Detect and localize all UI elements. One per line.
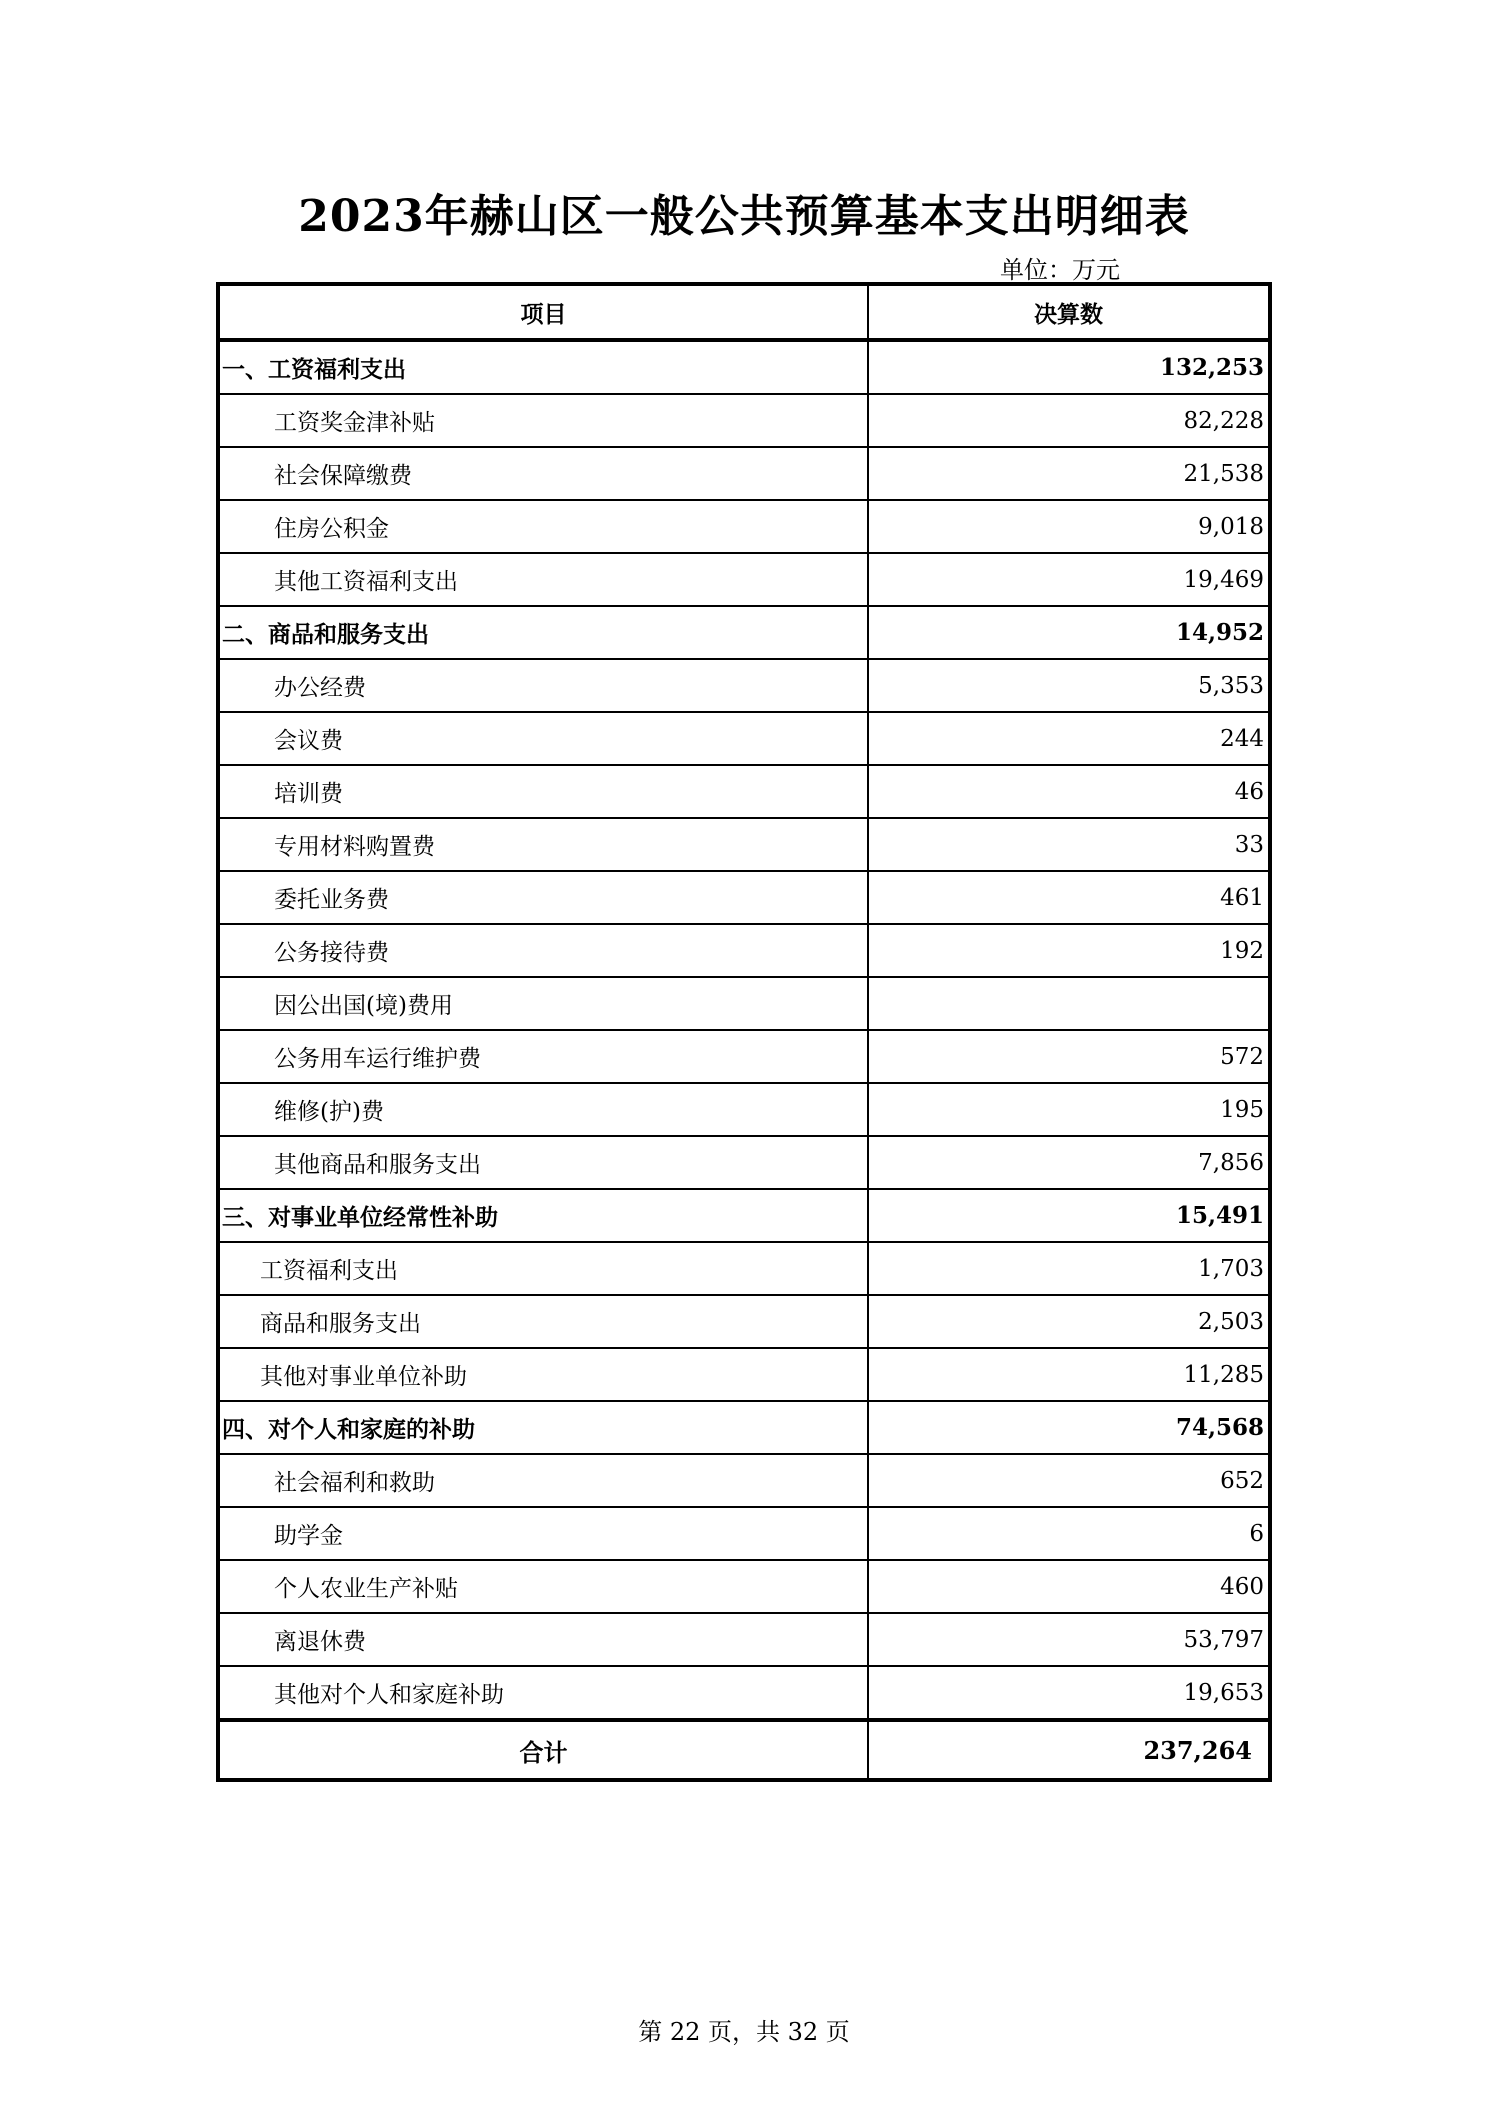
row-item-name: 公务用车运行维护费 (218, 1030, 868, 1083)
table-row (218, 765, 1270, 818)
row-item-name: 办公经费 (218, 659, 868, 712)
row-amount: 652 (868, 1454, 1270, 1507)
row-amount: 53,797 (868, 1613, 1270, 1666)
row-item-name: 会议费 (218, 712, 868, 765)
table-row (218, 394, 1270, 447)
row-item-name: 住房公积金 (218, 500, 868, 553)
category-row (218, 340, 1270, 394)
row-item-name: 其他对个人和家庭补助 (218, 1666, 868, 1720)
row-amount: 19,469 (868, 553, 1270, 606)
row-amount: 74,568 (868, 1401, 1270, 1454)
row-item-name: 助学金 (218, 1507, 868, 1560)
table-row (218, 1083, 1270, 1136)
table-row (218, 447, 1270, 500)
row-amount: 46 (868, 765, 1270, 818)
row-amount: 9,018 (868, 500, 1270, 553)
row-amount: 244 (868, 712, 1270, 765)
table-row (218, 1507, 1270, 1560)
row-item-name: 二、商品和服务支出 (218, 606, 868, 659)
row-item-name: 商品和服务支出 (218, 1295, 868, 1348)
row-amount: 2,503 (868, 1295, 1270, 1348)
page-number: 第 22 页，共 32 页 (638, 2018, 850, 2046)
table-row (218, 1454, 1270, 1507)
table-row (218, 1295, 1270, 1348)
row-item-name: 社会福利和救助 (218, 1454, 868, 1507)
row-item-name: 专用材料购置费 (218, 818, 868, 871)
row-amount: 6 (868, 1507, 1270, 1560)
table-row (218, 924, 1270, 977)
unit-label: 单位：万元 (1000, 256, 1120, 284)
row-item-name: 离退休费 (218, 1613, 868, 1666)
row-amount: 33 (868, 818, 1270, 871)
table-row (218, 871, 1270, 924)
table-row (218, 1560, 1270, 1613)
table-row (218, 1348, 1270, 1401)
table-row (218, 818, 1270, 871)
row-amount: 21,538 (868, 447, 1270, 500)
row-item-name: 委托业务费 (218, 871, 868, 924)
row-item-name: 其他商品和服务支出 (218, 1136, 868, 1189)
table-row (218, 1666, 1270, 1720)
header-item: 项目 (218, 284, 868, 340)
row-amount: 15,491 (868, 1189, 1270, 1242)
budget-table (216, 282, 1272, 1782)
row-amount: 460 (868, 1560, 1270, 1613)
row-amount: 1,703 (868, 1242, 1270, 1295)
table-row (218, 1242, 1270, 1295)
row-amount: 7,856 (868, 1136, 1270, 1189)
row-item-name: 其他工资福利支出 (218, 553, 868, 606)
table-row (218, 1613, 1270, 1666)
row-amount: 195 (868, 1083, 1270, 1136)
row-item-name: 四、对个人和家庭的补助 (218, 1401, 868, 1454)
row-amount: 132,253 (868, 340, 1270, 394)
row-amount: 572 (868, 1030, 1270, 1083)
table-row (218, 1136, 1270, 1189)
row-amount: 11,285 (868, 1348, 1270, 1401)
row-item-name: 维修(护)费 (218, 1083, 868, 1136)
row-amount (868, 977, 1270, 1030)
row-item-name: 培训费 (218, 765, 868, 818)
row-amount: 19,653 (868, 1666, 1270, 1720)
table-row (218, 1030, 1270, 1083)
row-item-name: 社会保障缴费 (218, 447, 868, 500)
total-amount: 237,264 (868, 1720, 1270, 1780)
row-amount: 461 (868, 871, 1270, 924)
row-item-name: 工资福利支出 (218, 1242, 868, 1295)
row-amount: 192 (868, 924, 1270, 977)
category-row (218, 1189, 1270, 1242)
row-amount: 82,228 (868, 394, 1270, 447)
row-amount: 5,353 (868, 659, 1270, 712)
table-row (218, 659, 1270, 712)
total-row (218, 1720, 1270, 1780)
row-item-name: 一、工资福利支出 (218, 340, 868, 394)
row-amount: 14,952 (868, 606, 1270, 659)
table-row (218, 977, 1270, 1030)
row-item-name: 因公出国(境)费用 (218, 977, 868, 1030)
row-item-name: 其他对事业单位补助 (218, 1348, 868, 1401)
row-item-name: 公务接待费 (218, 924, 868, 977)
row-item-name: 三、对事业单位经常性补助 (218, 1189, 868, 1242)
table-row (218, 500, 1270, 553)
row-item-name: 工资奖金津补贴 (218, 394, 868, 447)
table-row (218, 712, 1270, 765)
row-item-name: 个人农业生产补贴 (218, 1560, 868, 1613)
category-row (218, 1401, 1270, 1454)
category-row (218, 606, 1270, 659)
table-header-row (218, 284, 1270, 340)
header-amount: 决算数 (868, 284, 1270, 340)
page-title: 2023年赫山区一般公共预算基本支出明细表 (298, 191, 1190, 242)
table-row (218, 553, 1270, 606)
total-label: 合计 (218, 1720, 868, 1780)
